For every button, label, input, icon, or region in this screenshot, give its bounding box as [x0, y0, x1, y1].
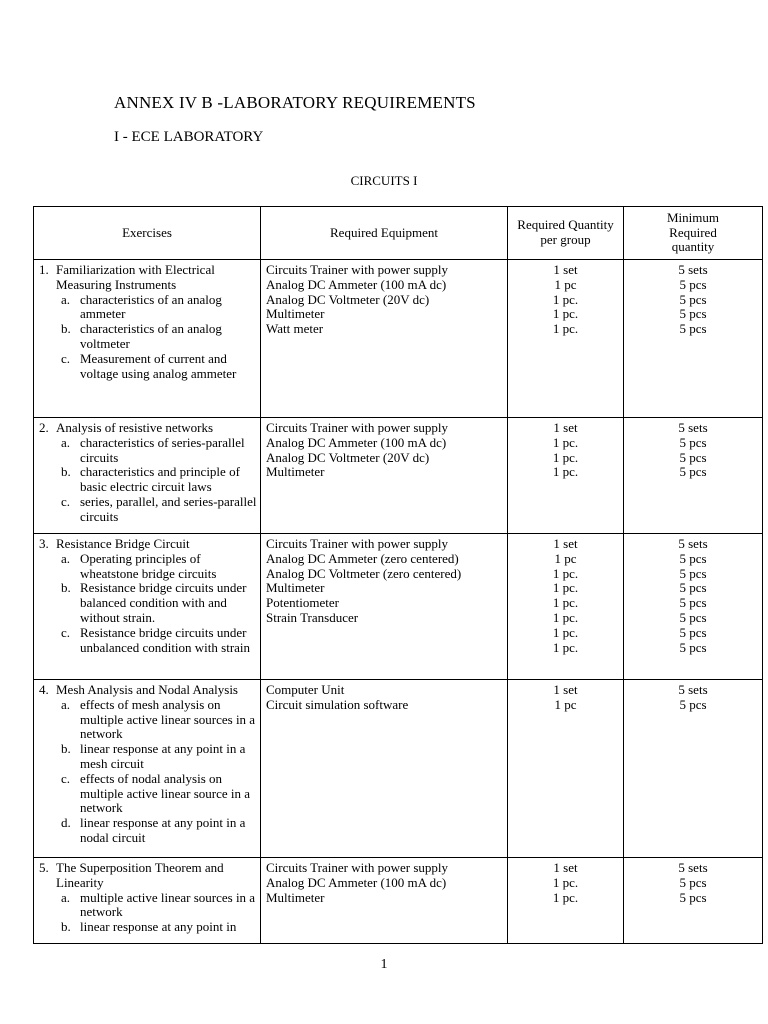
- subitem-text: Measurement of current and voltage using analog ammeter: [80, 350, 237, 381]
- subitem-letter: b.: [61, 464, 71, 480]
- document-title: ANNEX IV B -LABORATORY REQUIREMENTS: [114, 93, 476, 112]
- equipment-item: Circuit simulation software: [266, 696, 409, 712]
- equipment-cell: [261, 680, 508, 858]
- equipment-item: Computer Unit: [266, 682, 345, 697]
- equipment-item: Analog DC Voltmeter (20V dc): [266, 291, 430, 307]
- subitem-text: characteristics of an analog voltmeter: [80, 321, 222, 351]
- equipment-item: Strain Transducer: [266, 609, 359, 625]
- subitem-letter: d.: [61, 815, 71, 831]
- quantity-value: 1 pc.: [552, 874, 579, 890]
- exercise-number: 5.: [39, 860, 49, 875]
- exercise-number: 3.: [39, 536, 49, 551]
- minimum-quantity-value: 5 pcs: [679, 874, 707, 890]
- equipment-item: Analog DC Ammeter (100 mA dc): [266, 276, 447, 292]
- quantity-value: 1 pc.: [552, 291, 579, 307]
- exercise-subitem: [39, 465, 257, 495]
- quantity-value: 1 pc.: [552, 565, 579, 581]
- quantity-value: 1 pc.: [552, 449, 579, 465]
- minimum-quantity-value: 5 pcs: [679, 565, 707, 581]
- subitem-text: linear response at any point in a mesh circuit: [80, 741, 246, 771]
- subitem-text: characteristics and principle of basic electric circuit laws: [80, 464, 240, 495]
- minimum-quantity-value: 5 pcs: [679, 550, 707, 566]
- table-row: [34, 680, 763, 858]
- quantity-value: 1 pc: [554, 696, 577, 712]
- equipment-item: Analog DC Voltmeter (zero centered): [266, 565, 462, 581]
- equipment-item: Multimeter: [266, 306, 325, 322]
- subitem-letter: c.: [61, 350, 71, 366]
- exercise-number: 4.: [39, 682, 49, 697]
- quantity-value: 1 set: [553, 682, 578, 697]
- subitem-letter: b.: [61, 741, 71, 757]
- exercise-subitem: [39, 742, 257, 772]
- equipment-item: Watt meter: [266, 321, 324, 337]
- subitem-text: Operating principles of wheatstone bridge circuits: [80, 550, 217, 581]
- exercise-subitem: [39, 626, 257, 656]
- subitem-letter: a.: [61, 291, 71, 307]
- equipment-item: Analog DC Ammeter (100 mA dc): [266, 434, 447, 450]
- quantity-value: 1 pc.: [552, 639, 579, 655]
- minimum-quantity-value: 5 pcs: [679, 696, 707, 712]
- exercise-subitem: [39, 552, 257, 582]
- section-heading: CIRCUITS I: [350, 173, 418, 188]
- minimum-quantity-cell: [624, 534, 763, 680]
- exercise-subitem: [39, 891, 257, 921]
- minimum-quantity-value: 5 sets: [678, 682, 708, 697]
- column-header-quantity-per-group: Required Quantity per group: [508, 207, 624, 260]
- exercise-title: The Superposition Theorem and Linearity: [56, 860, 224, 890]
- minimum-quantity-value: 5 pcs: [679, 580, 707, 596]
- subitem-text: linear response at any point in a nodal circuit: [80, 815, 246, 845]
- minimum-quantity-cell: [624, 680, 763, 858]
- exercise-title: Mesh Analysis and Nodal Analysis: [56, 682, 238, 697]
- equipment-item: Circuits Trainer with power supply: [266, 262, 448, 277]
- exercise-subitem: [39, 436, 257, 466]
- column-header-exercises: Exercises: [34, 207, 261, 260]
- subitem-letter: b.: [61, 580, 71, 596]
- exercise-cell: [34, 858, 261, 944]
- subitem-text: Resistance bridge circuits under balanced condition with and without strain.: [80, 580, 247, 625]
- equipment-item: Multimeter: [266, 464, 325, 480]
- subitem-text: characteristics of series-parallel circuits: [80, 434, 245, 465]
- minimum-quantity-value: 5 pcs: [679, 464, 707, 480]
- quantity-value: 1 pc: [554, 550, 577, 566]
- minimum-quantity-value: 5 sets: [678, 262, 708, 277]
- quantity-value: 1 pc.: [552, 434, 579, 450]
- minimum-quantity-value: 5 pcs: [679, 276, 707, 292]
- quantity-cell: [508, 534, 624, 680]
- quantity-value: 1 set: [553, 536, 578, 551]
- quantity-value: 1 pc.: [552, 306, 579, 322]
- equipment-cell: [261, 534, 508, 680]
- table-header-row: [34, 207, 763, 260]
- exercise-title: Familiarization with Electrical Measuring Instruments: [56, 262, 215, 292]
- table-body: [34, 260, 763, 944]
- minimum-quantity-value: 5 sets: [678, 536, 708, 551]
- exercise-number: 1.: [39, 262, 49, 277]
- equipment-item: Circuits Trainer with power supply: [266, 860, 448, 875]
- subitem-letter: a.: [61, 550, 71, 566]
- quantity-value: 1 pc.: [552, 609, 579, 625]
- subitem-letter: b.: [61, 919, 71, 935]
- exercise-subitem: [39, 816, 257, 846]
- equipment-cell: [261, 260, 508, 418]
- exercise-subitem: [39, 352, 257, 382]
- subitem-text: series, parallel, and series-parallel circuits: [80, 493, 257, 524]
- minimum-quantity-value: 5 sets: [678, 860, 708, 875]
- column-header-minimum-quantity: Minimum Required quantity: [624, 207, 763, 260]
- minimum-quantity-value: 5 pcs: [679, 306, 707, 322]
- subitem-text: multiple active linear sources in a network: [80, 889, 256, 920]
- equipment-item: Circuits Trainer with power supply: [266, 420, 448, 435]
- exercise-cell: [34, 418, 261, 534]
- minimum-quantity-value: 5 pcs: [679, 639, 707, 655]
- minimum-quantity-value: 5 sets: [678, 420, 708, 435]
- page-number: 1: [380, 957, 388, 972]
- subitem-letter: a.: [61, 434, 71, 450]
- exercise-number: 2.: [39, 420, 49, 435]
- subitem-text: effects of nodal analysis on multiple active linear source in a network: [80, 770, 251, 816]
- quantity-cell: [508, 260, 624, 418]
- subitem-letter: b.: [61, 321, 71, 337]
- minimum-quantity-value: 5 pcs: [679, 321, 707, 337]
- subitem-letter: c.: [61, 770, 71, 786]
- exercise-subitem: [39, 581, 257, 625]
- quantity-cell: [508, 680, 624, 858]
- quantity-value: 1 pc.: [552, 464, 579, 480]
- minimum-quantity-cell: [624, 418, 763, 534]
- quantity-cell: [508, 858, 624, 944]
- equipment-item: Potentiometer: [266, 595, 339, 611]
- quantity-value: 1 set: [553, 420, 578, 435]
- minimum-quantity-cell: [624, 260, 763, 418]
- equipment-item: Multimeter: [266, 889, 325, 905]
- minimum-quantity-value: 5 pcs: [679, 449, 707, 465]
- column-header-equipment: Required Equipment: [261, 207, 508, 260]
- quantity-value: 1 pc.: [552, 321, 579, 337]
- quantity-value: 1 pc.: [552, 580, 579, 596]
- exercise-subitem: [39, 293, 257, 323]
- equipment-item: Analog DC Ammeter (100 mA dc): [266, 874, 447, 890]
- document-subtitle: I - ECE LABORATORY: [114, 129, 264, 145]
- minimum-quantity-value: 5 pcs: [679, 609, 707, 625]
- table-row: [34, 534, 763, 680]
- minimum-quantity-value: 5 pcs: [679, 889, 707, 905]
- subitem-letter: a.: [61, 696, 71, 712]
- table-row: [34, 260, 763, 418]
- equipment-cell: [261, 858, 508, 944]
- requirements-table: [33, 206, 763, 944]
- exercise-cell: [34, 680, 261, 858]
- exercise-subitem: [39, 495, 257, 525]
- minimum-quantity-cell: [624, 858, 763, 944]
- exercise-subitem: [39, 322, 257, 352]
- subitem-text: characteristics of an analog ammeter: [80, 291, 222, 322]
- minimum-quantity-value: 5 pcs: [679, 291, 707, 307]
- subitem-text: effects of mesh analysis on multiple active linear sources in a network: [80, 696, 256, 742]
- table-row: [34, 858, 763, 944]
- equipment-item: Circuits Trainer with power supply: [266, 536, 448, 551]
- equipment-item: Multimeter: [266, 580, 325, 596]
- exercise-title: Analysis of resistive networks: [56, 420, 214, 435]
- quantity-value: 1 pc.: [552, 624, 579, 640]
- exercise-cell: [34, 534, 261, 680]
- exercise-title: Resistance Bridge Circuit: [56, 536, 190, 551]
- quantity-value: 1 pc: [554, 276, 577, 292]
- equipment-cell: [261, 418, 508, 534]
- exercise-cell: [34, 260, 261, 418]
- exercise-subitem: [39, 698, 257, 742]
- quantity-cell: [508, 418, 624, 534]
- quantity-value: 1 set: [553, 262, 578, 277]
- equipment-item: Analog DC Voltmeter (20V dc): [266, 449, 430, 465]
- minimum-quantity-value: 5 pcs: [679, 624, 707, 640]
- minimum-quantity-value: 5 pcs: [679, 595, 707, 611]
- subitem-text: linear response at any point in: [80, 919, 237, 935]
- exercise-subitem: [39, 920, 257, 935]
- subitem-letter: a.: [61, 889, 71, 905]
- exercise-subitem: [39, 772, 257, 816]
- equipment-item: Analog DC Ammeter (zero centered): [266, 550, 459, 566]
- minimum-quantity-value: 5 pcs: [679, 434, 707, 450]
- subitem-letter: c.: [61, 624, 71, 640]
- subitem-letter: c.: [61, 493, 71, 509]
- subitem-text: Resistance bridge circuits under unbalanced condition with strain: [80, 624, 251, 655]
- quantity-value: 1 pc.: [552, 595, 579, 611]
- quantity-value: 1 set: [553, 860, 578, 875]
- quantity-value: 1 pc.: [552, 889, 579, 905]
- table-row: [34, 418, 763, 534]
